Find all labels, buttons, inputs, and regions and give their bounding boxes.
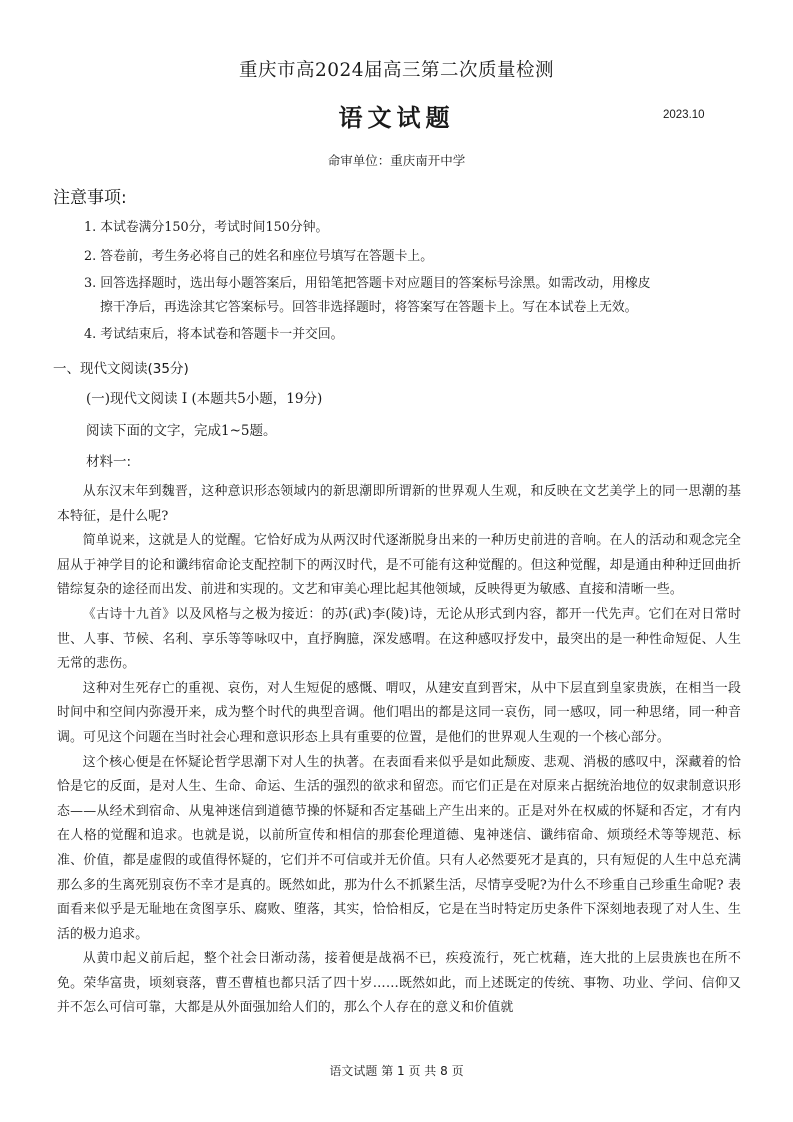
setter-unit: 命审单位：重庆南开中学 — [327, 153, 466, 168]
paragraph: 从黄巾起义前后起，整个社会日渐动荡，接着便是战祸不已，疾疫流行，死亡枕藉，连大批的上层贵族也在所不免。荣华富贵，顷刻衰落，曹丕曹植也都只活了四十岁……既然如此，而上述既定的传统、事物、功业、学问、信仰又并不怎么可信可靠，大都是从外面强加给人们的，那么个人存在的意义和价值就 — [57, 951, 741, 1016]
reading-instruction: 阅读下面的文字，完成1~5题。 — [86, 423, 277, 439]
notice-item-3 — [84, 272, 754, 320]
notice-item-2: 2. 答卷前，考生务必将自己的姓名和座位号填写在答题卡上。 — [84, 249, 433, 264]
exam-title: 重庆市高2024届高三第二次质量检测 — [238, 60, 555, 81]
material-body — [57, 480, 741, 1021]
paragraph: 从东汉末年到魏晋，这种意识形态领域内的新思潮即所谓新的世界观人生观，和反映在文艺美学上的同一思潮的基本特征，是什么呢? — [57, 484, 741, 524]
notice-item-1: 1. 本试卷满分150分，考试时间150分钟。 — [84, 220, 329, 235]
paragraph: 《古诗十九首》以及风格与之极为接近：的苏(武)李(陵)诗，无论从形式到内容，都开一代先声。它们在对日常时世、人事、节候、名利、享乐等等咏叹中，直抒胸臆，深发感喟。在这种感叹抒发中，最突出的是一种性命短促、人生无常的悲伤。 — [57, 606, 741, 672]
paragraph: 简单说来，这就是人的觉醒。它恰好成为从两汉时代逐渐脱身出来的一种历史前进的音响。在人的活动和观念完全屈从于神学目的论和谶纬宿命论支配控制下的两汉时代，是不可能有这种觉醒的。但这种觉醒，却是通由种种迂回曲折错综复杂的途径而出发、前进和实现的。文艺和审美心理比起其他领域，反映得更为敏感、直接和清晰一些。 — [57, 533, 741, 598]
exam-date: 2023.10 — [663, 109, 705, 121]
sub-section-heading: (一)现代文阅读 I (本题共5小题，19分) — [86, 391, 323, 407]
material-label: 材料一: — [86, 454, 132, 470]
page-footer: 语文试题 第 1 页 共 8 页 — [329, 1064, 464, 1078]
notice-item-3-line-1: 3. 回答选择题时，选出每小题答案后，用铅笔把答题卡对应题目的答案标号涂黑。如需改动，用橡皮 — [84, 276, 651, 291]
paragraph: 这个核心便是在怀疑论哲学思潮下对人生的执著。在表面看来似乎是如此颓废、悲观、消极的感叹中，深藏着的恰恰是它的反面，是对人生、生命、命运、生活的强烈的欲求和留恋。而它们正是在对原来占据统治地位的奴隶制意识形态——从经术到宿命、从鬼神迷信到道德节操的怀疑和否定基础上产生出来的。正是对外在权威的怀疑和否定，才有内在人格的觉醒和追求。也就是说，以前所宣传和相信的那套伦理道德、鬼神迷信、谶纬宿命、烦琐经术等等规范、标准、价值，都是虚假的或值得怀疑的，它们并不可信或并无价值。只有人必然要死才是真的，只有短促的人生中总充满那么多的生离死别哀伤不幸才是真的。既然如此，那为什么不抓紧生活，尽情享受呢?为什么不珍重自己珍重生命呢? 表面看来似乎是无耻地在贪图享乐、腐败、堕落，其实，恰恰相反，它是在当时特定历史条件下深刻地表现了对人生、生活的极力追求。 — [57, 754, 741, 942]
paragraph: 这种对生死存亡的重视、哀伤，对人生短促的感慨、喟叹，从建安直到晋宋，从中下层直到皇家贵族，在相当一段时间中和空间内弥漫开来，成为整个时代的典型音调。他们唱出的都是这同一哀伤，同一感叹，同一种思绪，同一种音调。可见这个问题在当时社会心理和意识形态上具有重要的位置，是他们的世界观人生观的一个核心部分。 — [57, 680, 741, 745]
subject-title: 语文试题 — [338, 104, 455, 132]
notice-title: 注意事项: — [53, 188, 127, 208]
section-heading: 一、现代文阅读(35分) — [53, 361, 189, 377]
notice-item-3-line-2: 擦干净后，再选涂其它答案标号。回答非选择题时，将答案写在答题卡上。写在本试卷上无效。 — [100, 300, 638, 315]
notice-item-4: 4. 考试结束后，将本试卷和答题卡一并交回。 — [84, 327, 344, 342]
